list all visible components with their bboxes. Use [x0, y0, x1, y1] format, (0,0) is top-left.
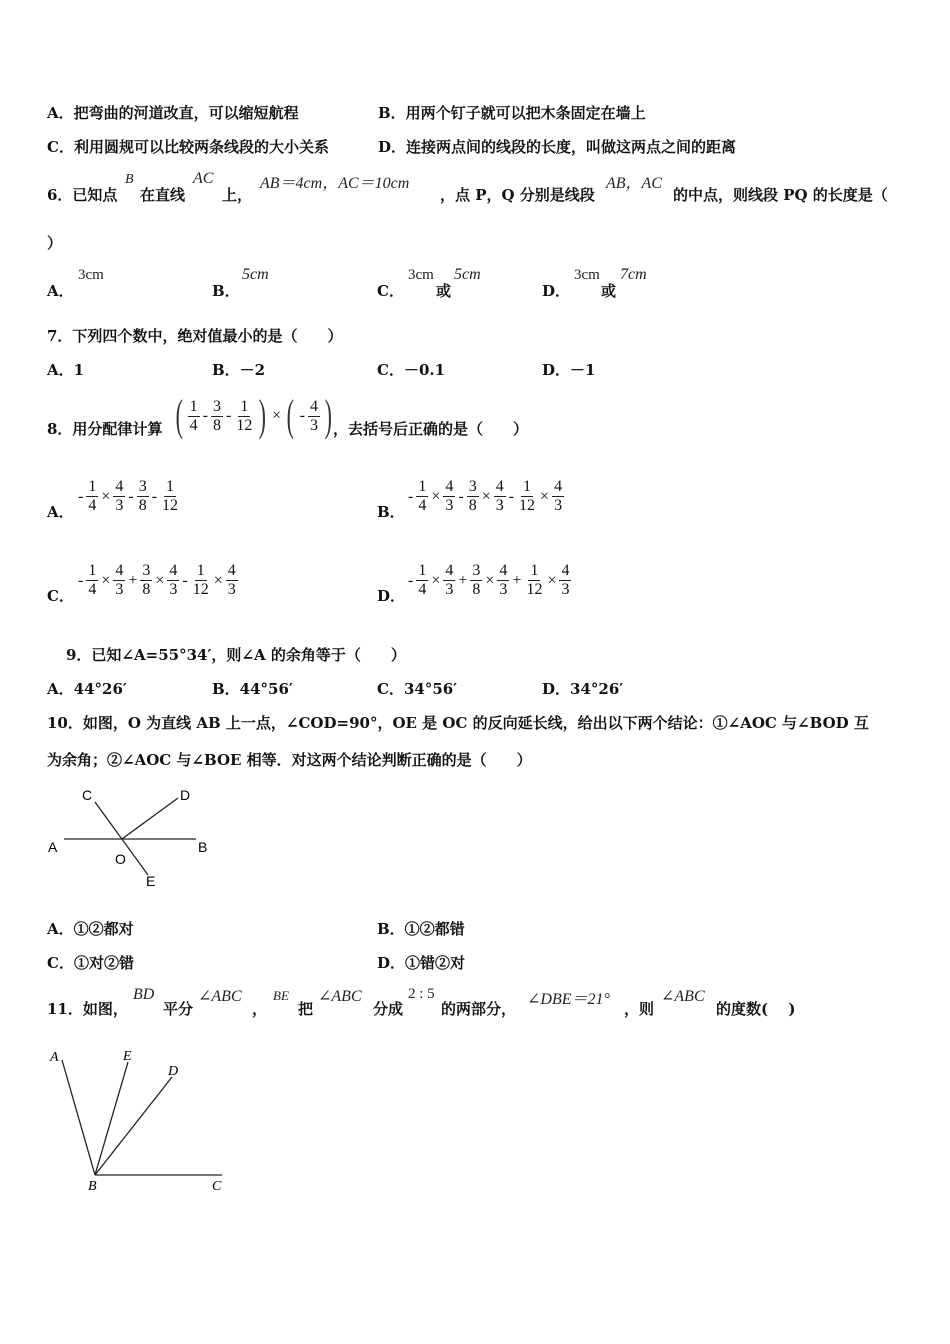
- plus-sign: +: [458, 571, 468, 589]
- q10-option-c: C．①对②错: [47, 954, 134, 972]
- q8-option-c-label: C．: [47, 587, 74, 605]
- fraction: $\frac{4}{3}$: [445, 478, 454, 514]
- fraction: $\frac{4}{3}$: [495, 478, 504, 514]
- q10-stem-line2: 为余角；②∠AOC 与∠BOE 相等．对这两个结论判断正确的是（ ）: [47, 751, 532, 769]
- left-paren: (: [286, 391, 294, 440]
- fraction: $\frac{4}{3}$: [561, 562, 570, 598]
- q6-stem-part3: 上，: [222, 186, 253, 204]
- q6-option-c-label: C．: [377, 282, 404, 300]
- q8-option-a-expr: [76, 478, 181, 515]
- times-sign: ×: [101, 487, 111, 505]
- q8-option-a-label: A．: [47, 503, 74, 521]
- label-d: D: [180, 787, 191, 803]
- q6-option-c-value2: 5cm: [454, 266, 481, 283]
- times-sign: ×: [431, 571, 441, 589]
- fraction: $\frac{1}{12}$: [162, 478, 179, 514]
- ray-bd: [95, 1077, 172, 1175]
- q10-option-a: A．①②都对: [47, 920, 134, 938]
- fraction: $\frac{4}{3}$: [445, 562, 454, 598]
- q11-stem-part1: 11．如图，: [47, 1000, 128, 1018]
- fraction: $\frac{3}{8}$: [472, 562, 481, 598]
- fraction: $\frac{3}{8}$: [138, 478, 147, 514]
- q6-option-c-or: 或: [436, 282, 452, 300]
- fraction: $\frac{1}{12}$: [236, 397, 253, 434]
- right-paren: ): [324, 391, 332, 440]
- label-e: E: [123, 1049, 132, 1064]
- q11-bd: BD: [133, 986, 155, 1003]
- minus-sign: -: [151, 487, 158, 505]
- q6-option-a-value: 3cm: [78, 267, 104, 283]
- label-a: A: [50, 1050, 59, 1065]
- ray-ba: [62, 1060, 95, 1175]
- q11-angle-abc-3: ∠ABC: [661, 988, 705, 1005]
- label-c: C: [82, 787, 93, 803]
- q11-figure: [40, 1040, 240, 1200]
- q6-stem-part1: 6．已知点: [47, 186, 118, 204]
- q8-expression: [172, 391, 336, 440]
- q8-option-b-label: B．: [377, 503, 405, 521]
- label-b: B: [88, 1179, 97, 1194]
- q11-stem-part2: 平分: [163, 1000, 194, 1018]
- q6-stem-part4: ，点 P，Q 分别是线段: [440, 186, 595, 204]
- minus-sign: -: [408, 487, 414, 505]
- q5-option-b: B．用两个钉子就可以把木条固定在墙上: [378, 104, 646, 122]
- q11-angle-dbe: ∠DBE＝21°: [527, 991, 610, 1008]
- q11-stem-part6: ，则: [624, 1000, 655, 1018]
- q6-option-b-label: B．: [212, 282, 240, 300]
- q6-line-ac: AC: [193, 170, 214, 187]
- fraction: $\frac{4}{3}$: [115, 562, 124, 598]
- q5-option-d: D．连接两点间的线段的长度，叫做这两点之间的距离: [378, 138, 737, 156]
- q7-option-c: C．－0.1: [377, 361, 446, 379]
- q5-option-a: A．把弯曲的河道改直，可以缩短航程: [47, 104, 299, 122]
- minus-sign: -: [225, 407, 232, 424]
- minus-sign: -: [128, 487, 134, 505]
- plus-sign: +: [128, 571, 138, 589]
- q8-stem-part2: ，去括号后正确的是（ ）: [333, 420, 529, 438]
- minus-sign: -: [202, 407, 208, 424]
- times-sign: ×: [213, 571, 223, 589]
- fraction: $\frac{1}{12}$: [192, 562, 209, 598]
- q6-stem-part2: 在直线: [140, 186, 186, 204]
- minus-sign: -: [408, 571, 414, 589]
- minus-sign: -: [182, 571, 188, 589]
- q6-option-d-value2: 7cm: [620, 266, 647, 283]
- minus-sign: -: [508, 487, 515, 505]
- q7-option-d: D．－1: [542, 361, 596, 379]
- q10-figure: [40, 780, 230, 895]
- q11-angle-abc-2: ∠ABC: [318, 988, 362, 1005]
- q11-stem-part5: 的两部分，: [441, 1000, 517, 1018]
- q10-option-d: D．①错②对: [377, 954, 466, 972]
- fraction: $\frac{4}{3}$: [115, 478, 124, 514]
- fraction: $\frac{4}{3}$: [554, 478, 563, 514]
- label-e: E: [146, 873, 156, 889]
- left-paren: (: [175, 391, 183, 440]
- q9-option-a: A．44°26′: [47, 680, 127, 698]
- times-sign: ×: [271, 407, 281, 424]
- minus-sign: -: [78, 487, 84, 505]
- fraction: $\frac{3}{8}$: [468, 478, 477, 514]
- q6-option-d-label: D．: [542, 282, 571, 300]
- times-sign: ×: [540, 487, 550, 505]
- times-sign: ×: [155, 571, 165, 589]
- fraction: $\frac{4}{3}$: [227, 562, 236, 598]
- q9-option-c: C．34°56′: [377, 680, 458, 698]
- times-sign: ×: [431, 487, 441, 505]
- fraction: $\frac{3}{8}$: [142, 562, 151, 598]
- q8-option-d-label: D．: [377, 587, 406, 605]
- q11-stem-part7: 的度数( ): [716, 1000, 796, 1018]
- minus-sign: -: [299, 407, 305, 424]
- q6-segments: AB，AC: [606, 175, 662, 192]
- q6-option-b-value: 5cm: [242, 266, 269, 283]
- q11-be: BE: [273, 988, 289, 1003]
- label-c: C: [212, 1179, 222, 1194]
- label-b: B: [198, 839, 208, 855]
- plus-sign: +: [512, 571, 522, 589]
- q9-option-d: D．34°26′: [542, 680, 624, 698]
- q7-option-b: B．－2: [212, 361, 266, 379]
- fraction: $\frac{1}{4}$: [418, 478, 427, 514]
- label-a: A: [48, 839, 58, 855]
- minus-sign: -: [458, 487, 464, 505]
- minus-sign: -: [78, 571, 84, 589]
- label-d: D: [168, 1064, 179, 1079]
- label-o: O: [115, 851, 126, 867]
- q8-option-b-expr: [406, 478, 565, 515]
- q9-stem: 9．已知∠A=55°34′，则∠A 的余角等于（ ）: [66, 646, 406, 664]
- fraction: $\frac{1}{12}$: [519, 478, 536, 514]
- fraction: $\frac{3}{8}$: [212, 397, 221, 434]
- q6-option-c-value1: 3cm: [408, 267, 434, 283]
- q6-stem-part5: 的中点，则线段 PQ 的长度是（: [673, 186, 888, 204]
- q11-ratio: 2 : 5: [408, 986, 435, 1002]
- q8-option-d-expr: [406, 562, 572, 599]
- q8-option-c-expr: [76, 562, 239, 599]
- times-sign: ×: [485, 571, 495, 589]
- q9-option-b: B．44°56′: [212, 680, 293, 698]
- fraction: $\frac{1}{4}$: [88, 478, 97, 514]
- q11-stem-part3: 把: [298, 1000, 314, 1018]
- q5-option-c: C．利用圆规可以比较两条线段的大小关系: [47, 138, 329, 156]
- ray-od: [122, 798, 178, 839]
- q6-option-a-label: A．: [47, 282, 74, 300]
- fraction: $\frac{1}{4}$: [418, 562, 427, 598]
- times-sign: ×: [101, 571, 111, 589]
- times-sign: ×: [481, 487, 491, 505]
- fraction: $\frac{1}{12}$: [526, 562, 543, 598]
- q6-stem-close: ）: [47, 234, 63, 252]
- right-paren: ): [258, 391, 267, 440]
- fraction: $\frac{1}{4}$: [189, 397, 198, 434]
- ray-be: [95, 1062, 128, 1175]
- q11-comma: ，: [252, 1000, 268, 1018]
- q7-stem: 7．下列四个数中，绝对值最小的是（ ）: [47, 327, 343, 345]
- q6-lengths: AB＝4cm，AC＝10cm: [260, 175, 410, 192]
- times-sign: ×: [547, 571, 557, 589]
- q6-point-b: B: [125, 172, 134, 187]
- q10-option-b: B．①②都错: [377, 920, 465, 938]
- fraction: $\frac{4}{3}$: [169, 562, 178, 598]
- q11-stem-part4: 分成: [373, 1000, 404, 1018]
- q10-stem-line1: 10．如图，O 为直线 AB 上一点，∠COD=90°，OE 是 OC 的反向延长线，给出以下两个结论：①∠AOC 与∠BOD 互: [47, 714, 869, 732]
- q11-angle-abc-1: ∠ABC: [198, 988, 242, 1005]
- q8-stem-part1: 8．用分配律计算: [47, 420, 163, 438]
- q7-option-a: A．1: [47, 361, 85, 379]
- q6-option-d-or: 或: [601, 282, 617, 300]
- fraction: $\frac{4}{3}$: [499, 562, 508, 598]
- q6-option-d-value1: 3cm: [574, 267, 600, 283]
- fraction: $\frac{4}{3}$: [309, 397, 318, 434]
- fraction: $\frac{1}{4}$: [88, 562, 97, 598]
